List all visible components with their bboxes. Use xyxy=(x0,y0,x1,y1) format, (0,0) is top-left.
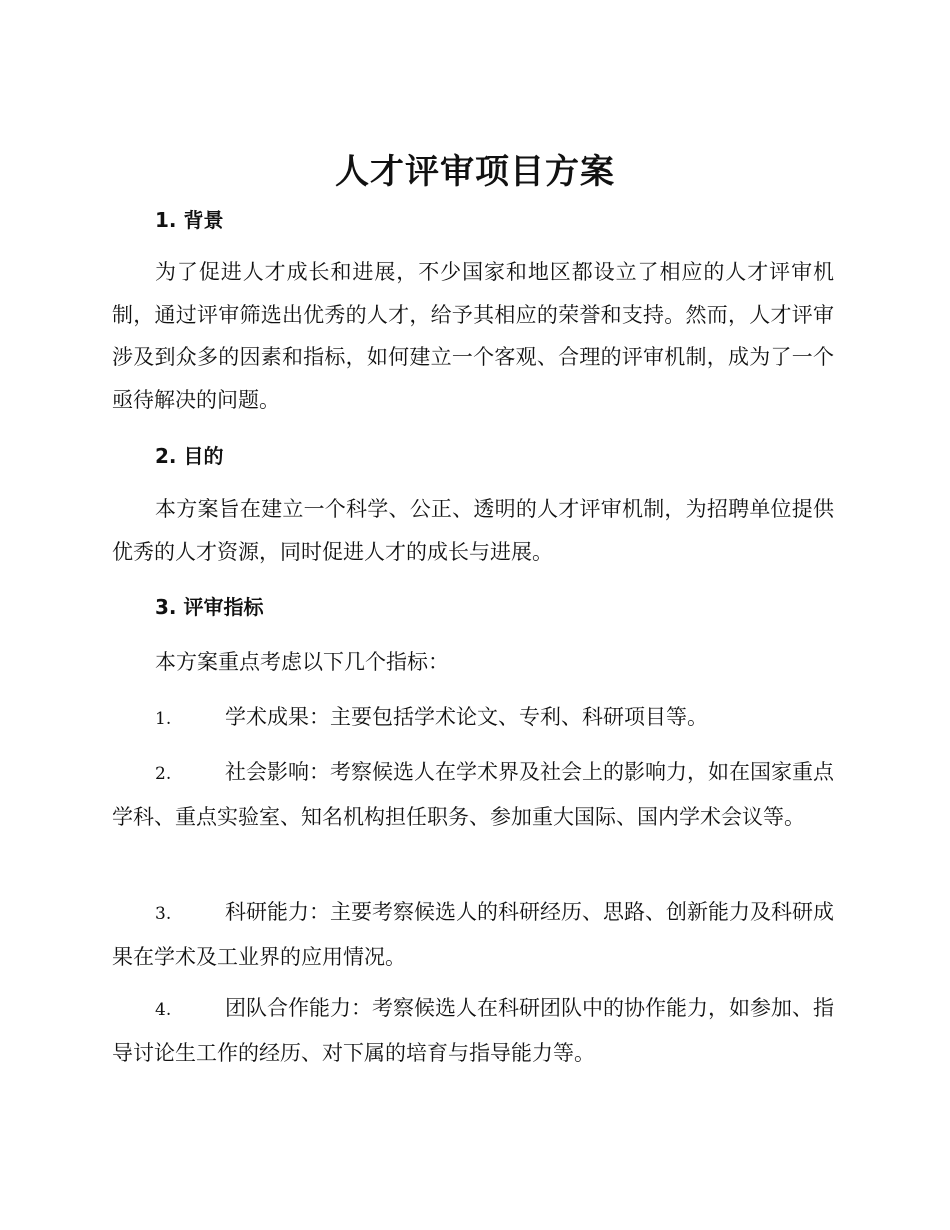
document-title: 人才评审项目方案 xyxy=(335,152,615,192)
list-item-number: 3. xyxy=(155,904,172,924)
section-heading-background: 1. 背景 xyxy=(155,208,224,232)
criteria-list-item xyxy=(112,891,834,978)
list-item-number: 1. xyxy=(155,709,172,729)
section-heading-criteria: 3. 评审指标 xyxy=(155,595,264,619)
criteria-intro-paragraph: 本方案重点考虑以下几个指标： xyxy=(155,650,449,674)
list-item-text: 团队合作能力：考察候选人在科研团队中的协作能力，如参加、指导讨论生工作的经历、对下属的培育与指导能力等。 xyxy=(112,996,834,1065)
section-heading-purpose: 2. 目的 xyxy=(155,444,224,468)
list-item-number: 4. xyxy=(155,1000,172,1020)
purpose-paragraph: 本方案旨在建立一个科学、公正、透明的人才评审机制，为招聘单位提供优秀的人才资源，同时促进人才的成长与进展。 xyxy=(112,497,834,564)
background-paragraph: 为了促进人才成长和进展，不少国家和地区都设立了相应的人才评审机制，通过评审筛选出优秀的人才，给予其相应的荣誉和支持。然而，人才评审涉及到众多的因素和指标，如何建立一个客观、合理的评审机制，成为了一个亟待解决的问题。 xyxy=(112,260,834,412)
criteria-list-item xyxy=(112,751,834,838)
criteria-list-item xyxy=(112,987,834,1074)
list-item-text: 学术成果：主要包括学术论文、专利、科研项目等。 xyxy=(225,705,708,729)
list-item-text: 社会影响：考察候选人在学术界及社会上的影响力，如在国家重点学科、重点实验室、知名机构担任职务、参加重大国际、国内学术会议等。 xyxy=(112,760,834,829)
criteria-list-item xyxy=(112,696,834,741)
list-item-text: 科研能力：主要考察候选人的科研经历、思路、创新能力及科研成果在学术及工业界的应用情况。 xyxy=(112,900,834,969)
list-item-number: 2. xyxy=(155,764,172,784)
